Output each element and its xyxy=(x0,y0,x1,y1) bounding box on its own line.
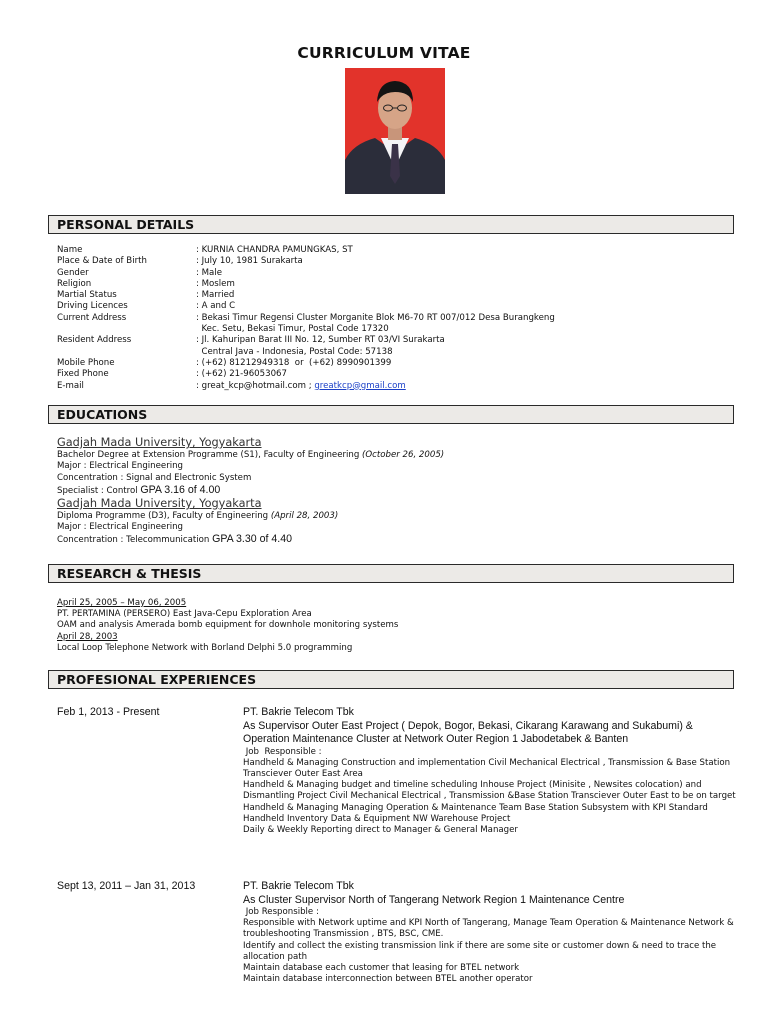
personal-detail-row xyxy=(57,279,716,290)
research-line: OAM and analysis Amerada bomb equipment for downhole monitoring systems xyxy=(57,620,399,631)
personal-detail-row xyxy=(57,268,716,279)
job-responsible-label: Job Responsible : xyxy=(243,746,322,757)
job-date: Feb 1, 2013 - Present xyxy=(57,706,160,718)
email-link[interactable]: greatkcp@gmail.com xyxy=(314,380,406,391)
detail-value: : July 10, 1981 Surakarta xyxy=(196,256,303,267)
detail-label: Driving Licences xyxy=(57,301,128,312)
personal-detail-row xyxy=(57,313,716,324)
detail-value: : Moslem xyxy=(196,278,235,289)
detail-label xyxy=(57,347,196,358)
job-duty: Maintain database interconnection between BTEL another operator xyxy=(243,974,533,985)
detail-label: Fixed Phone xyxy=(57,369,109,380)
detail-value: : Married xyxy=(196,290,235,301)
company-name: PT. Bakrie Telecom Tbk xyxy=(243,706,354,718)
detail-label: Resident Address xyxy=(57,335,132,346)
detail-label xyxy=(57,324,196,335)
detail-value: : KURNIA CHANDRA PAMUNGKAS, ST xyxy=(196,245,353,255)
job-duty: Identify and collect the existing transmission link if there are some site or customer down & need to trace the allocation path xyxy=(243,940,717,962)
job-position: As Cluster Supervisor North of Tangerang Network Region 1 Maintenance Centre xyxy=(243,893,625,906)
personal-detail-row xyxy=(57,381,716,392)
personal-detail-row xyxy=(57,256,716,267)
profile-photo xyxy=(345,68,445,194)
detail-label: Place & Date of Birth xyxy=(57,256,147,267)
detail-label: Religion xyxy=(57,278,92,289)
section-header-education xyxy=(48,405,734,424)
research-date: April 25, 2005 – May 06, 2005 xyxy=(57,598,187,608)
detail-label: Martial Status xyxy=(57,290,117,301)
job-responsible-label: Job Responsible : xyxy=(243,907,319,917)
detail-value: Central Java - Indonesia, Postal Code: 57138 xyxy=(196,346,393,357)
section-header-experience xyxy=(48,670,734,689)
degree-line: Bachelor Degree at Extension Programme (S1), Faculty of Engineering (October 26, 2005) xyxy=(57,449,445,460)
education-entry xyxy=(57,437,444,497)
personal-detail-row xyxy=(57,347,716,358)
research-line: Local Loop Telephone Network with Borland Delphi 5.0 programming xyxy=(57,642,353,653)
personal-detail-row xyxy=(57,301,716,312)
detail-value: : Jl. Kahuripan Barat III No. 12, Sumber RT 03/VI Surakarta xyxy=(196,335,445,346)
job-duty: Responsible with Network uptime and KPI North of Tangerang, Manage Team Operation & Maintenance Network & troubleshooting Transmission , BTS, BSC, CME. xyxy=(243,918,734,940)
personal-detail-row xyxy=(57,335,716,346)
university-name: Gadjah Mada University, Yogyakarta xyxy=(57,497,262,510)
detail-value: : (+62) 21-96053067 xyxy=(196,369,287,380)
degree-line: Diploma Programme (D3), Faculty of Engineering (April 28, 2003) xyxy=(57,510,339,521)
section-title: RESEARCH & THESIS xyxy=(57,566,202,581)
personal-detail-row xyxy=(57,369,716,380)
graduation-date: (April 28, 2003) xyxy=(270,510,339,521)
section-title: EDUCATIONS xyxy=(57,407,148,422)
personal-detail-row xyxy=(57,290,716,301)
job-duty: Handheld Inventory Data & Equipment NW Warehouse Project xyxy=(243,813,511,824)
concentration-line: Concentration : Telecommunication GPA 3.30 of 4.40 xyxy=(57,532,292,545)
detail-value: : Male xyxy=(196,267,222,278)
section-header-personal xyxy=(48,215,734,234)
job-duty: Handheld & Managing Managing Operation & Maintenance Team Base Station Subsystem with KPI Standard xyxy=(243,802,708,813)
major-line: Major : Electrical Engineering xyxy=(57,461,184,472)
personal-detail-row xyxy=(57,245,716,256)
job-position: As Supervisor Outer East Project ( Depok, Bogor, Bekasi, Cikarang Karawang and Sukabumi) & Operation Maintenance Cluster at Network Outer Region 1 Jabodetabek & Banten xyxy=(243,719,693,745)
detail-value: : (+62) 81212949318 or (+62) 8990901399 xyxy=(196,357,392,368)
detail-value xyxy=(196,381,716,392)
concentration-line: Concentration : Signal and Electronic System xyxy=(57,472,252,483)
section-header-research xyxy=(48,564,734,583)
email-primary: : great_kcp@hotmail.com ; xyxy=(196,380,315,391)
major-line: Major : Electrical Engineering xyxy=(57,522,184,533)
personal-detail-row xyxy=(57,358,716,369)
section-title: PROFESIONAL EXPERIENCES xyxy=(57,672,257,687)
job-duty: Handheld & Managing Construction and implementation Civil Mechanical Electrical , Transmission & Base Station Transciever Outer East Area xyxy=(243,757,731,779)
job-duty: Daily & Weekly Reporting direct to Manager & General Manager xyxy=(243,824,518,835)
detail-label: E-mail xyxy=(57,380,84,391)
specialist-line: Specialist : Control GPA 3.16 of 4.00 xyxy=(57,483,221,496)
section-title: PERSONAL DETAILS xyxy=(57,217,195,232)
detail-value: Kec. Setu, Bekasi Timur, Postal Code 17320 xyxy=(196,324,389,335)
page-title: CURRICULUM VITAE xyxy=(297,44,471,62)
job-duty: Handheld & Managing budget and timeline scheduling Inhouse Project (Minisite , Newsites colocation) and Dismantling Project Civil Mechanical Electrical , Transmission &Base Station Transciever Outer East to be on target xyxy=(243,780,736,802)
detail-label: Mobile Phone xyxy=(57,357,115,368)
research-date: April 28, 2003 xyxy=(57,631,118,642)
research-line: PT. PERTAMINA (PERSERO) East Java-Cepu Exploration Area xyxy=(57,609,312,620)
education-entry xyxy=(57,498,338,547)
company-name: PT. Bakrie Telecom Tbk xyxy=(243,880,354,892)
detail-label: Gender xyxy=(57,267,89,278)
personal-details xyxy=(57,245,716,392)
job-duty: Maintain database each customer that leasing for BTEL network xyxy=(243,963,520,974)
gpa: GPA 3.30 of 4.40 xyxy=(212,532,292,545)
detail-value: : A and C xyxy=(196,301,236,312)
research-list xyxy=(57,598,398,654)
university-name: Gadjah Mada University, Yogyakarta xyxy=(57,436,262,449)
job-date: Sept 13, 2011 – Jan 31, 2013 xyxy=(57,880,196,892)
graduation-date: (October 26, 2005) xyxy=(362,449,445,460)
detail-value: : Bekasi Timur Regensi Cluster Morganite Blok M6-70 RT 007/012 Desa Burangkeng xyxy=(196,312,555,323)
personal-detail-row xyxy=(57,324,716,335)
detail-label: Name xyxy=(57,245,83,255)
detail-label: Current Address xyxy=(57,312,127,323)
gpa: GPA 3.16 of 4.00 xyxy=(140,483,221,496)
